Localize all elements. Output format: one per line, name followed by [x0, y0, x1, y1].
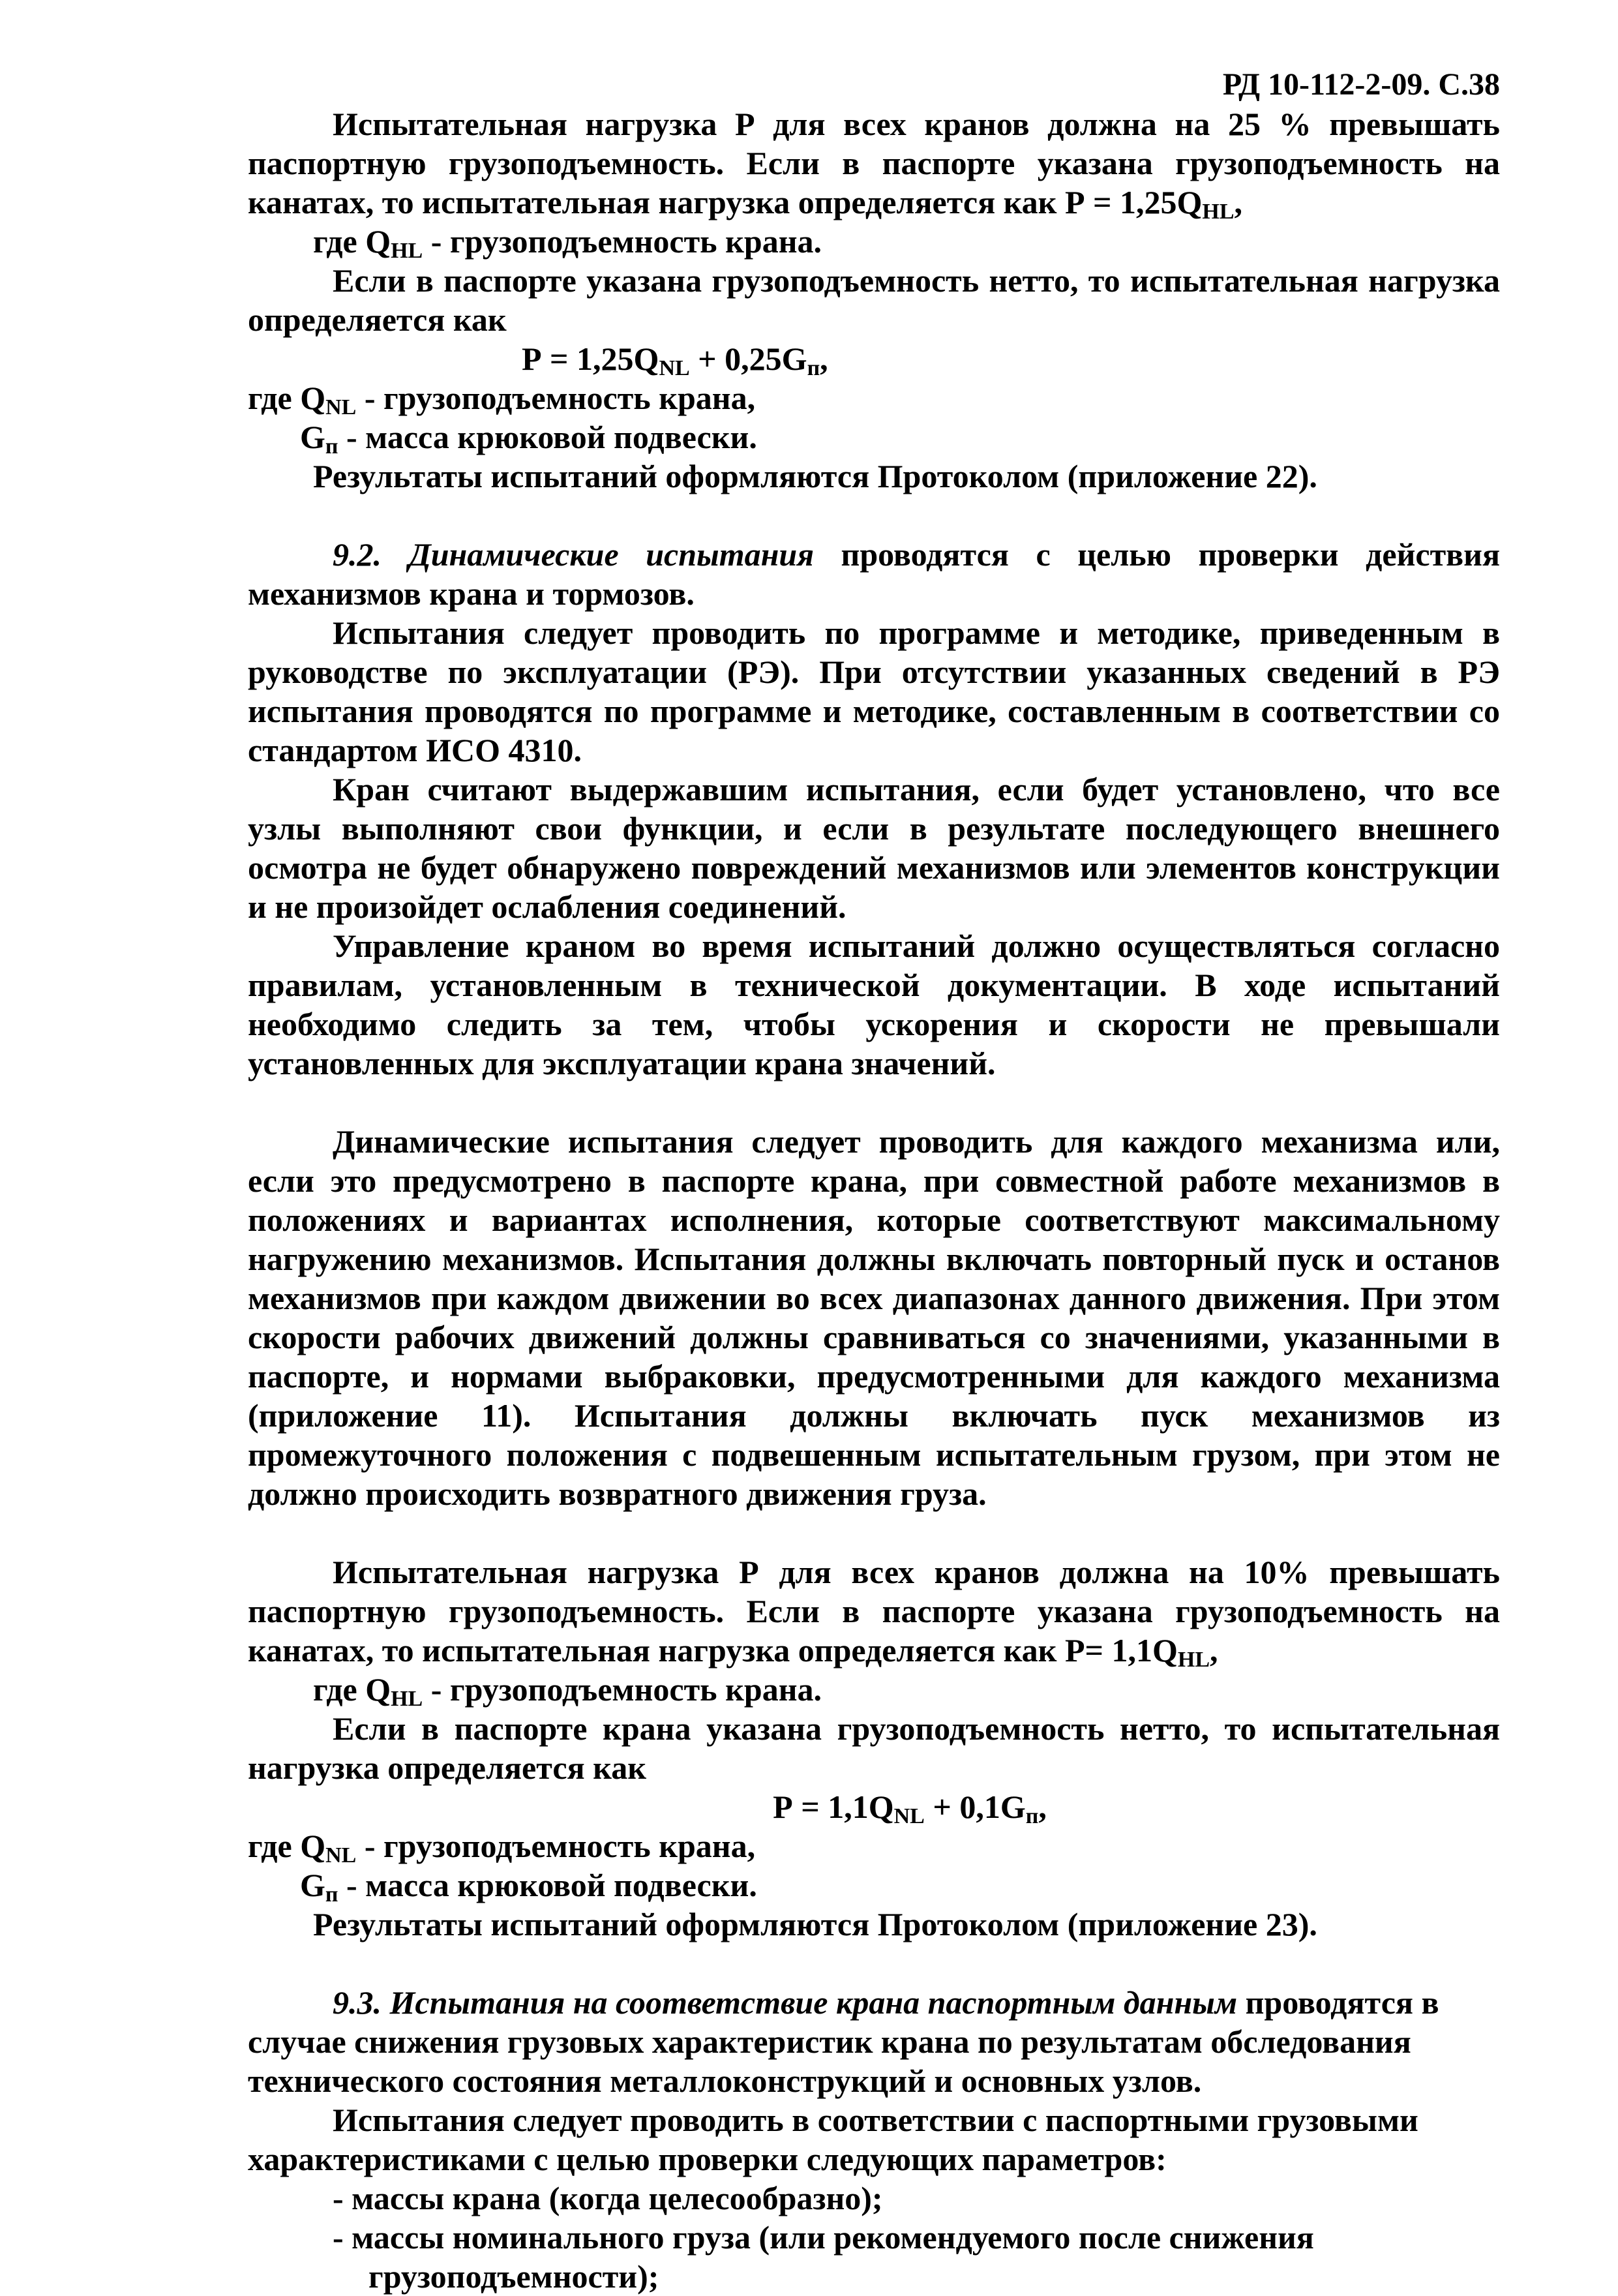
definition-qnl: где $Q_{NL}$ - грузоподъемность крана,: [248, 380, 756, 419]
section-9-3: 9.3. Испытания на соответствие крана паспортным данным проводятся в случае снижения грузовых характеристик крана по результатам обследования технического состояния металлоконструкций и основных узлов.: [248, 1984, 1439, 2099]
spacer: [248, 1944, 1500, 1983]
definition-gp: $G_п$ - масса крюковой подвески.: [300, 419, 757, 459]
paragraph-crane-control: Управление краном во время испытаний должно осуществляться согласно правилам, установленным в технической документации. В ходе испытаний необходимо следить за тем, чтобы ускорения и скорости не превышали установленных для эксплуатации крана значений.: [248, 928, 1500, 1081]
list-item-nominal-load: - массы номинального груза (или рекомендуемого после снижения: [333, 2219, 1314, 2256]
section-9-3-title: 9.3. Испытания на соответствие крана паспортным данным: [333, 1984, 1238, 2021]
definition-qhl-2: где $Q_{HL}$ - грузоподъемность крана.: [313, 1671, 822, 1711]
definition-gp-2: $G_п$ - масса крюковой подвески.: [300, 1867, 757, 1907]
results-protocol-23: Результаты испытаний оформляются Протоколом (приложение 23).: [313, 1906, 1317, 1942]
paragraph-test-load-10: Испытательная нагрузка Р для всех кранов должна на 10% превышать паспортную грузоподъемность. Если в паспорте указана грузоподъемность на канатах, то испытательная нагрузка определяется как $Р= 1,1Q_{HL}$,: [248, 1554, 1500, 1672]
list-item-nominal-load-cont: грузоподъемности);: [368, 2258, 659, 2295]
section-9-2: 9.2. Динамические испытания проводятся с целью проверки действия механизмов крана и тормозов.: [248, 536, 1500, 612]
definition-qhl: где $Q_{HL}$ - грузоподъемность крана.: [313, 223, 822, 263]
page-header: РД 10-112-2-09. С.38: [1222, 67, 1500, 102]
results-protocol-22: Результаты испытаний оформляются Протоколом (приложение 22).: [313, 458, 1317, 494]
formula-static: $Р = 1,25Q_{NL} + 0,25G_п$,: [522, 340, 828, 380]
document-page: [248, 65, 1500, 2296]
paragraph-test-program: Испытания следует проводить по программе и методике, приведенным в руководстве по эксплуатации (РЭ). При отсутствии указанных сведений в РЭ испытания проводятся по программе и методике, составленным в соответствии со стандартом ИСО 4310.: [248, 614, 1500, 768]
paragraph-dynamic-tests: Динамические испытания следует проводить для каждого механизма или, если это предусмотрено в паспорте крана, при совместной работе механизмов в положениях и вариантах исполнения, которые соответствуют максимальному нагружению механизмов. Испытания должны включать повторный пуск и останов механизмов при каждом движении во всех диапазонах данного движения. При этом скорости рабочих движений должны сравниваться со значениями, указанными в паспорте, и нормами выбраковки, предусмотренными для каждого механизма (приложение 11). Испытания должны включать пуск механизмов из промежуточного положения с подвешенным испытательным грузом, при этом не должно происходить возвратного движения груза.: [248, 1123, 1500, 1512]
list-item-crane-mass: - массы крана (когда целесообразно);: [333, 2180, 883, 2216]
paragraph-pass-criteria: Кран считают выдержавшим испытания, если будет установлено, что все узлы выполняют свои функции, и если в результате последующего внешнего осмотра не будет обнаружено повреждений механизмов или элементов конструкции и не произойдет ослабления соединений.: [248, 771, 1500, 925]
spacer: [248, 1513, 1500, 1552]
formula-dynamic: $Р = 1,1Q_{NL} + 0,1G_п$,: [773, 1789, 1047, 1828]
paragraph-test-load-25: Испытательная нагрузка Р для всех кранов должна на 25 % превышать паспортную грузоподъемность. Если в паспорте указана грузоподъемность на канатах, то испытательная нагрузка определяется как $Р = 1,25Q_{HL}$,: [248, 106, 1500, 224]
section-9-2-title: 9.2. Динамические испытания: [333, 536, 814, 573]
paragraph-net-capacity-2: Если в паспорте крана указана грузоподъемность нетто, то испытательная нагрузка определяется как: [248, 1710, 1500, 1786]
paragraph-net-capacity: Если в паспорте указана грузоподъемность нетто, то испытательная нагрузка определяется как: [248, 262, 1500, 338]
paragraph-passport-params: Испытания следует проводить в соответствии с паспортными грузовыми характеристиками с целью проверки следующих параметров:: [248, 2102, 1418, 2177]
spacer: [248, 1083, 1500, 1122]
spacer: [248, 496, 1500, 535]
definition-qnl-2: где $Q_{NL}$ - грузоподъемность крана,: [248, 1828, 756, 1867]
